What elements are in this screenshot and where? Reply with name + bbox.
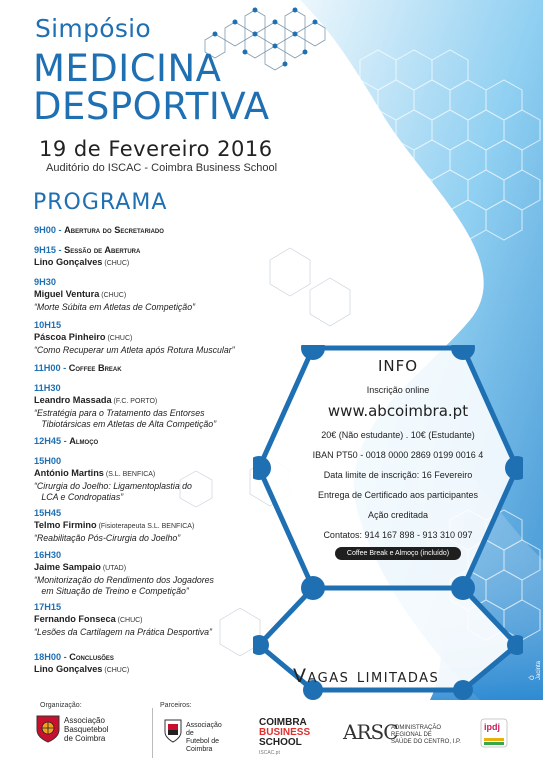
program-time: 11H00	[34, 363, 61, 373]
program-institution: (CHUC)	[115, 617, 143, 624]
program-speaker: Miguel Ventura	[34, 289, 100, 299]
program-item	[34, 244, 334, 270]
program-time: 9H00	[34, 225, 56, 235]
program-item	[34, 224, 334, 236]
program-talk: “Como Recuperar um Atleta após Rotura Muscular”	[34, 345, 235, 355]
info-incluido-badge: Coffee Break e Almoço (incluído)	[335, 547, 461, 560]
program-sep: -	[61, 436, 70, 446]
info-acreditada: Ação creditada	[367, 510, 429, 520]
info-inscricao: Inscrição online	[366, 385, 430, 395]
info-data-limite: Data limite de inscrição: 16 Fevereiro	[323, 470, 473, 480]
title-medicina: MEDICINA	[33, 47, 222, 90]
program-institution: (Fisioterapeuta S.L. BENFICA)	[96, 523, 195, 530]
program-talk: “Morte Súbita em Atletas de Competição”	[34, 302, 196, 312]
event-venue: Auditório do ISCAC - Coimbra Business School	[46, 162, 278, 174]
cbs-line4: ISCAC.pt	[259, 750, 280, 756]
arsc-name: ADMINISTRAÇÃO REGIONAL DE SAÚDE DO CENTRO, I.P.	[391, 725, 461, 745]
program-item	[34, 276, 334, 313]
footer-divider	[152, 708, 153, 758]
program-speaker: Lino Gonçalves	[34, 257, 103, 267]
title-simposio: Simpósio	[35, 14, 151, 43]
program-speaker: Páscoa Pinheiro	[34, 332, 106, 342]
program-speaker: Telmo Firmino	[34, 520, 97, 530]
ipdj-logo-text: ipdj	[484, 722, 500, 732]
info-iban: IBAN PT50 - 0018 0000 2869 0199 0016 4	[312, 450, 484, 460]
info-title: INFO	[377, 357, 419, 375]
program-speaker: Leandro Massada	[34, 395, 112, 405]
program-institution: (F.C. PORTO)	[111, 398, 158, 405]
cbs-logo	[259, 718, 310, 758]
program-time: 16H30	[34, 550, 62, 560]
program-institution: (CHUC)	[102, 667, 130, 674]
info-contactos: Contatos: 914 167 898 - 913 310 097	[323, 530, 473, 540]
program-time: 10H15	[34, 320, 62, 330]
photo-credit: Ó Jacinta	[530, 660, 542, 680]
program-institution: (CHUC)	[99, 292, 127, 299]
program-speaker: Fernando Fonseca	[34, 614, 116, 624]
info-content	[273, 357, 523, 560]
program-time: 9H15	[34, 245, 56, 255]
cbs-line3: SCHOOL	[259, 737, 302, 748]
arsc-logo: ARSC	[343, 720, 398, 744]
program-speaker: Lino Gonçalves	[34, 664, 103, 674]
info-hexagon	[253, 345, 523, 705]
program-institution: (UTAD)	[100, 565, 127, 572]
program-sep: -	[60, 363, 69, 373]
program-time: 15H45	[34, 508, 62, 518]
program-event: Almoço	[69, 436, 99, 446]
event-date: 19 de Fevereiro 2016	[39, 137, 273, 161]
programa-heading: PROGRAMA	[33, 190, 168, 215]
program-talk: “Lesões da Cartilagem na Prática Desportiva”	[34, 627, 212, 637]
program-institution: (CHUC)	[102, 260, 130, 267]
program-time: 18H00	[34, 652, 62, 662]
program-event: Sessão de Abertura	[64, 245, 141, 255]
info-certificado: Entrega de Certificado aos participantes	[317, 490, 479, 500]
cbs-line1: COIMBRA	[259, 717, 307, 728]
program-event: Abertura do Secretariado	[64, 225, 164, 235]
afc-shield-icon	[163, 718, 183, 744]
vagas-limitadas: Vagas limitadas	[293, 665, 440, 687]
program-event: Conclusões	[69, 652, 114, 662]
program-time: 17H15	[34, 602, 62, 612]
parceiros-label: Parceiros:	[160, 702, 192, 709]
program-institution: (CHUC)	[105, 335, 133, 342]
abc-shield-icon	[35, 714, 61, 744]
organizacao-label: Organização:	[40, 702, 82, 709]
program-time: 9H30	[34, 277, 56, 287]
program-talk: “Estratégia para o Tratamento das Entorses Tibiotársicas em Atletas de Alta Competição”	[34, 408, 217, 429]
program-talk: “Cirurgia do Joelho: Ligamentoplastia do LCA e Condropatias”	[34, 481, 192, 502]
info-precos: 20€ (Não estudante) . 10€ (Estudante)	[321, 430, 475, 440]
program-speaker: António Martins	[34, 468, 104, 478]
program-speaker: Jaime Sampaio	[34, 562, 101, 572]
program-talk: “Reabilitação Pós-Cirurgia do Joelho”	[34, 533, 181, 543]
program-time: 15H00	[34, 456, 62, 466]
info-site-link[interactable]: www.abcoimbra.pt	[327, 402, 469, 420]
program-time: 11H30	[34, 383, 61, 393]
program-institution: (S.L. BENFICA)	[103, 471, 156, 478]
afc-name: Associação de Futebol de Coimbra	[186, 722, 222, 753]
program-sep: -	[61, 652, 70, 662]
abc-name: Associação Basquetebol de Coimbra	[64, 716, 109, 743]
cbs-line2: BUSINESS	[259, 727, 311, 738]
program-sep: -	[55, 225, 65, 235]
program-talk: “Monitorização do Rendimento dos Jogadores em Situação de Treino e Competição”	[34, 575, 214, 596]
footer	[0, 700, 543, 768]
title-desportiva: DESPORTIVA	[33, 85, 270, 128]
program-sep: -	[55, 245, 65, 255]
program-time: 12H45	[34, 436, 62, 446]
program-event: Coffee Break	[68, 363, 122, 373]
